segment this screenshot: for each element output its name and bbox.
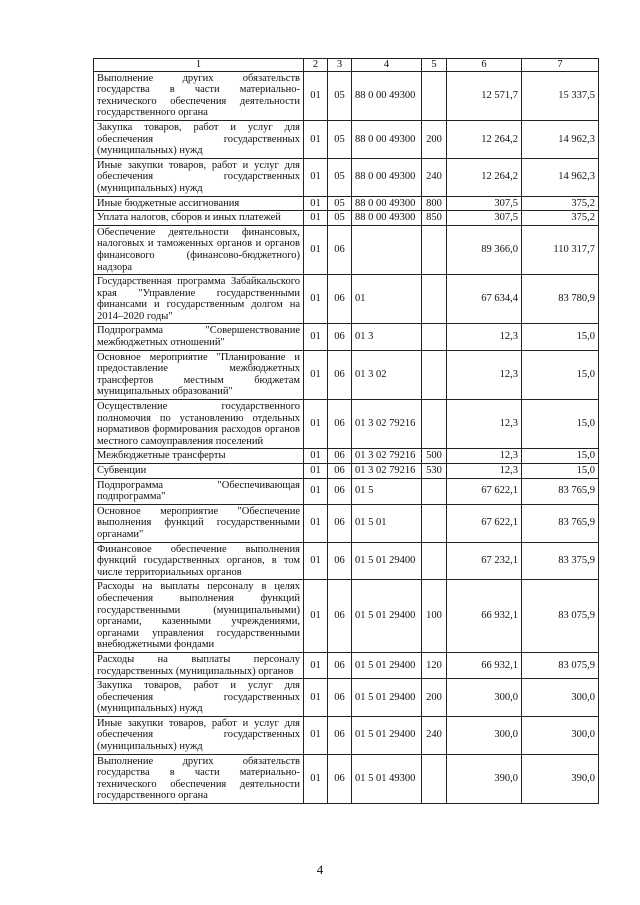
subsection-code: 06: [328, 504, 352, 542]
column-header: 1: [94, 59, 304, 72]
amount-col7: 83 075,9: [522, 580, 599, 653]
subsection-code: 06: [328, 324, 352, 350]
amount-col6: 12,3: [447, 324, 522, 350]
expense-type-code: 240: [422, 716, 447, 754]
subsection-code: 05: [328, 120, 352, 158]
amount-col7: 375,2: [522, 211, 599, 226]
amount-col7: 300,0: [522, 716, 599, 754]
table-row: [94, 120, 599, 158]
section-code: 01: [304, 211, 328, 226]
section-code: 01: [304, 324, 328, 350]
section-code: 01: [304, 71, 328, 120]
section-code: 01: [304, 120, 328, 158]
table-row: [94, 324, 599, 350]
amount-col7: 110 317,7: [522, 225, 599, 274]
amount-col6: 89 366,0: [447, 225, 522, 274]
amount-col6: 66 932,1: [447, 652, 522, 678]
subsection-code: 05: [328, 71, 352, 120]
table-row: [94, 716, 599, 754]
expense-type-code: [422, 324, 447, 350]
target-article-code: 88 0 00 49300: [352, 120, 422, 158]
amount-col6: 307,5: [447, 196, 522, 211]
amount-col6: 12,3: [447, 449, 522, 464]
expense-item-name: Подпрограмма "Совершенствование межбюджетных отношений": [94, 324, 304, 350]
expense-item-name: Обеспечение деятельности финансовых, налоговых и таможенных органов и органов финансового (финансово-бюджетного) надзора: [94, 225, 304, 274]
subsection-code: 06: [328, 449, 352, 464]
target-article-code: 01 5 01 49300: [352, 754, 422, 803]
target-article-code: 01 3 02 79216: [352, 449, 422, 464]
amount-col6: 12 264,2: [447, 120, 522, 158]
table-row: [94, 754, 599, 803]
target-article-code: 01 5 01 29400: [352, 542, 422, 580]
amount-col6: 300,0: [447, 716, 522, 754]
amount-col7: 83 375,9: [522, 542, 599, 580]
column-header: 3: [328, 59, 352, 72]
table-row: [94, 400, 599, 449]
expense-item-name: Государственная программа Забайкальского края "Управление государственными финансами и государственным долгом на 2014–2020 годы": [94, 275, 304, 324]
column-header: 5: [422, 59, 447, 72]
amount-col7: 83 780,9: [522, 275, 599, 324]
section-code: 01: [304, 400, 328, 449]
amount-col6: 12 264,2: [447, 158, 522, 196]
target-article-code: 01 3 02 79216: [352, 400, 422, 449]
table-row: [94, 478, 599, 504]
amount-col7: 83 075,9: [522, 652, 599, 678]
target-article-code: 01 5 01 29400: [352, 716, 422, 754]
expense-item-name: Осуществление государственного полномочия по установлению отдельных нормативов формирования расходов органов местного самоуправления поселений: [94, 400, 304, 449]
amount-col7: 15,0: [522, 464, 599, 479]
amount-col6: 307,5: [447, 211, 522, 226]
section-code: 01: [304, 716, 328, 754]
subsection-code: 06: [328, 478, 352, 504]
expense-item-name: Иные бюджетные ассигнования: [94, 196, 304, 211]
section-code: 01: [304, 652, 328, 678]
amount-col6: 390,0: [447, 754, 522, 803]
amount-col6: 66 932,1: [447, 580, 522, 653]
target-article-code: [352, 225, 422, 274]
expense-type-code: 120: [422, 652, 447, 678]
amount-col7: 83 765,9: [522, 478, 599, 504]
section-code: 01: [304, 449, 328, 464]
expense-item-name: Выполнение других обязательств государства в части материально-технического обеспечения деятельности государственного органа: [94, 754, 304, 803]
section-code: 01: [304, 464, 328, 479]
subsection-code: 06: [328, 652, 352, 678]
table-row: [94, 679, 599, 717]
table-row: [94, 449, 599, 464]
expense-type-code: 800: [422, 196, 447, 211]
amount-col6: 12,3: [447, 464, 522, 479]
table-row: [94, 225, 599, 274]
expense-type-code: 500: [422, 449, 447, 464]
subsection-code: 06: [328, 225, 352, 274]
subsection-code: 06: [328, 580, 352, 653]
amount-col7: 14 962,3: [522, 120, 599, 158]
expense-type-code: [422, 542, 447, 580]
subsection-code: 06: [328, 716, 352, 754]
amount-col7: 15,0: [522, 449, 599, 464]
expense-type-code: [422, 478, 447, 504]
amount-col6: 67 622,1: [447, 504, 522, 542]
section-code: 01: [304, 225, 328, 274]
target-article-code: 01 3: [352, 324, 422, 350]
target-article-code: 01 5 01 29400: [352, 652, 422, 678]
table-row: [94, 196, 599, 211]
expense-item-name: Выполнение других обязательств государства в части материально-технического обеспечения деятельности государственного органа: [94, 71, 304, 120]
expense-type-code: 850: [422, 211, 447, 226]
section-code: 01: [304, 158, 328, 196]
amount-col6: 12 571,7: [447, 71, 522, 120]
expense-item-name: Финансовое обеспечение выполнения функций государственных органов, в том числе территориальных органов: [94, 542, 304, 580]
amount-col6: 67 232,1: [447, 542, 522, 580]
expense-type-code: [422, 754, 447, 803]
page-number: 4: [316, 862, 324, 877]
expense-item-name: Иные закупки товаров, работ и услуг для обеспечения государственных (муниципальных) нужд: [94, 716, 304, 754]
target-article-code: 01 3 02: [352, 350, 422, 399]
section-code: 01: [304, 196, 328, 211]
amount-col7: 15,0: [522, 324, 599, 350]
expense-type-code: 530: [422, 464, 447, 479]
target-article-code: 01 5 01 29400: [352, 679, 422, 717]
table-row: [94, 542, 599, 580]
subsection-code: 06: [328, 464, 352, 479]
subsection-code: 06: [328, 350, 352, 399]
expense-type-code: [422, 400, 447, 449]
target-article-code: 01 5 01 29400: [352, 580, 422, 653]
subsection-code: 05: [328, 196, 352, 211]
expense-item-name: Расходы на выплаты персоналу в целях обеспечения выполнения функций государственными (муниципальными) органами, казенными учреждениями, органами управления государственными внебюджетными фондами: [94, 580, 304, 653]
expense-type-code: [422, 71, 447, 120]
column-header: 2: [304, 59, 328, 72]
column-header: 4: [352, 59, 422, 72]
expense-item-name: Основное мероприятие "Планирование и предоставление межбюджетных трансфертов местным бюджетам муниципальных образований": [94, 350, 304, 399]
expense-type-code: 200: [422, 679, 447, 717]
expense-item-name: Уплата налогов, сборов и иных платежей: [94, 211, 304, 226]
expense-type-code: 200: [422, 120, 447, 158]
amount-col6: 12,3: [447, 400, 522, 449]
subsection-code: 06: [328, 275, 352, 324]
column-header: 6: [447, 59, 522, 72]
header-row: [94, 59, 599, 72]
target-article-code: 01 5 01: [352, 504, 422, 542]
section-code: 01: [304, 478, 328, 504]
amount-col6: 67 634,4: [447, 275, 522, 324]
amount-col7: 83 765,9: [522, 504, 599, 542]
expense-item-name: Субвенции: [94, 464, 304, 479]
subsection-code: 06: [328, 542, 352, 580]
section-code: 01: [304, 542, 328, 580]
amount-col7: 375,2: [522, 196, 599, 211]
section-code: 01: [304, 754, 328, 803]
expense-item-name: Расходы на выплаты персоналу государственных (муниципальных) органов: [94, 652, 304, 678]
table-row: [94, 275, 599, 324]
subsection-code: 05: [328, 211, 352, 226]
subsection-code: 06: [328, 754, 352, 803]
section-code: 01: [304, 580, 328, 653]
amount-col6: 12,3: [447, 350, 522, 399]
table-row: [94, 158, 599, 196]
budget-table: [93, 58, 599, 804]
table-row: [94, 211, 599, 226]
section-code: 01: [304, 504, 328, 542]
section-code: 01: [304, 350, 328, 399]
amount-col7: 15,0: [522, 400, 599, 449]
expense-item-name: Закупка товаров, работ и услуг для обеспечения государственных (муниципальных) нужд: [94, 120, 304, 158]
table-row: [94, 464, 599, 479]
expense-type-code: [422, 275, 447, 324]
expense-item-name: Межбюджетные трансферты: [94, 449, 304, 464]
subsection-code: 05: [328, 158, 352, 196]
target-article-code: 88 0 00 49300: [352, 196, 422, 211]
column-header: 7: [522, 59, 599, 72]
expense-type-code: [422, 504, 447, 542]
amount-col7: 14 962,3: [522, 158, 599, 196]
subsection-code: 06: [328, 679, 352, 717]
target-article-code: 01 5: [352, 478, 422, 504]
target-article-code: 01: [352, 275, 422, 324]
table-body: [94, 71, 599, 803]
expense-item-name: Основное мероприятие "Обеспечение выполнения функций государственными органами": [94, 504, 304, 542]
amount-col7: 15,0: [522, 350, 599, 399]
table-row: [94, 504, 599, 542]
expense-item-name: Иные закупки товаров, работ и услуг для обеспечения государственных (муниципальных) нужд: [94, 158, 304, 196]
target-article-code: 88 0 00 49300: [352, 158, 422, 196]
expense-type-code: [422, 350, 447, 399]
expense-type-code: 100: [422, 580, 447, 653]
expense-item-name: Закупка товаров, работ и услуг для обеспечения государственных (муниципальных) нужд: [94, 679, 304, 717]
expense-type-code: [422, 225, 447, 274]
amount-col7: 390,0: [522, 754, 599, 803]
target-article-code: 01 3 02 79216: [352, 464, 422, 479]
table-row: [94, 350, 599, 399]
expense-item-name: Подпрограмма "Обеспечивающая подпрограмма": [94, 478, 304, 504]
target-article-code: 88 0 00 49300: [352, 71, 422, 120]
table-row: [94, 71, 599, 120]
table-row: [94, 580, 599, 653]
amount-col6: 300,0: [447, 679, 522, 717]
amount-col7: 15 337,5: [522, 71, 599, 120]
section-code: 01: [304, 275, 328, 324]
section-code: 01: [304, 679, 328, 717]
table-row: [94, 652, 599, 678]
amount-col7: 300,0: [522, 679, 599, 717]
expense-type-code: 240: [422, 158, 447, 196]
amount-col6: 67 622,1: [447, 478, 522, 504]
target-article-code: 88 0 00 49300: [352, 211, 422, 226]
subsection-code: 06: [328, 400, 352, 449]
